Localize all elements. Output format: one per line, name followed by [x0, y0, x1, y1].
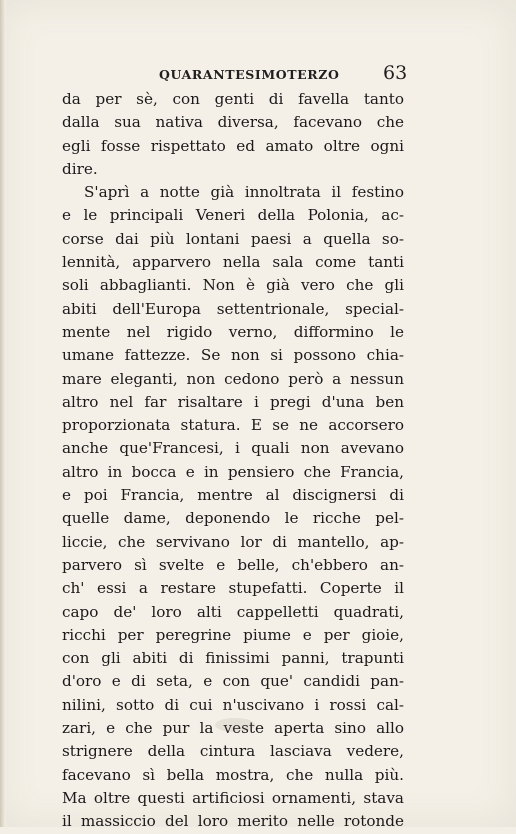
text-line: dalla sua nativa diversa, facevano che: [62, 113, 404, 132]
text-line: proporzionata statura. E se ne accorsero: [62, 416, 404, 435]
text-line: nilini, sotto di cui n'uscivano i rossi cal-: [62, 695, 404, 714]
text-line: altro in bocca e in pensiero che Francia,: [62, 462, 404, 481]
text-line: umane fattezze. Se non si possono chia-: [62, 346, 404, 365]
running-head: QUARANTESIMOTERZO: [159, 67, 340, 82]
text-line: liccie, che servivano lor di mantello, ap-: [62, 532, 404, 551]
text-line: quelle dame, deponendo le ricche pel-: [62, 509, 404, 528]
text-line: soli abbaglianti. Non è già vero che gli: [62, 276, 404, 295]
text-line: mare eleganti, non cedono però a nessun: [62, 369, 404, 388]
text-line: corse dai più lontani paesi a quella so-: [62, 229, 404, 248]
text-line: ch' essi a restare stupefatti. Coperte il: [62, 579, 404, 598]
ink-smudge: [215, 718, 255, 732]
page-edge-shadow: [0, 0, 6, 827]
text-line: ricchi per peregrine piume e per gioie,: [62, 625, 404, 644]
text-line: il massiccio del loro merito nelle rotonde: [62, 812, 404, 831]
page-number: 63: [383, 62, 408, 84]
text-line: S'aprì a notte già innoltrata il festino: [84, 183, 404, 202]
text-line: anche que'Francesi, i quali non avevano: [62, 439, 404, 458]
text-line: egli fosse rispettato ed amato oltre ogni: [62, 136, 404, 155]
text-line: abiti dell'Europa settentrionale, special-: [62, 299, 404, 318]
text-line: d'oro e di seta, e con que' candidi pan-: [62, 672, 404, 691]
text-line: facevano sì bella mostra, che nulla più.: [62, 765, 404, 784]
text-line: lennità, apparvero nella sala come tanti: [62, 253, 404, 272]
text-line: mente nel rigido verno, difformino le: [62, 322, 404, 341]
text-line: da per sè, con genti di favella tanto: [62, 90, 404, 108]
text-line: dire.: [62, 159, 98, 178]
text-line: e le principali Veneri della Polonia, ac-: [62, 206, 404, 225]
text-line: capo de' loro alti cappelletti quadrati,: [62, 602, 404, 621]
text-line: e poi Francia, mentre al discignersi di: [62, 486, 404, 505]
text-line: Ma oltre questi artificiosi ornamenti, stava: [62, 788, 404, 807]
text-line: strignere della cintura lasciava vedere,: [62, 742, 404, 761]
text-line: zari, e che pur la veste aperta sino allo: [62, 719, 404, 738]
text-line: con gli abiti di finissimi panni, trapunti: [62, 649, 404, 668]
text-line: altro nel far risaltare i pregi d'una ben: [62, 392, 404, 411]
page-header: [0, 62, 516, 88]
text-line: parvero sì svelte e belle, ch'ebbero an-: [62, 555, 404, 574]
